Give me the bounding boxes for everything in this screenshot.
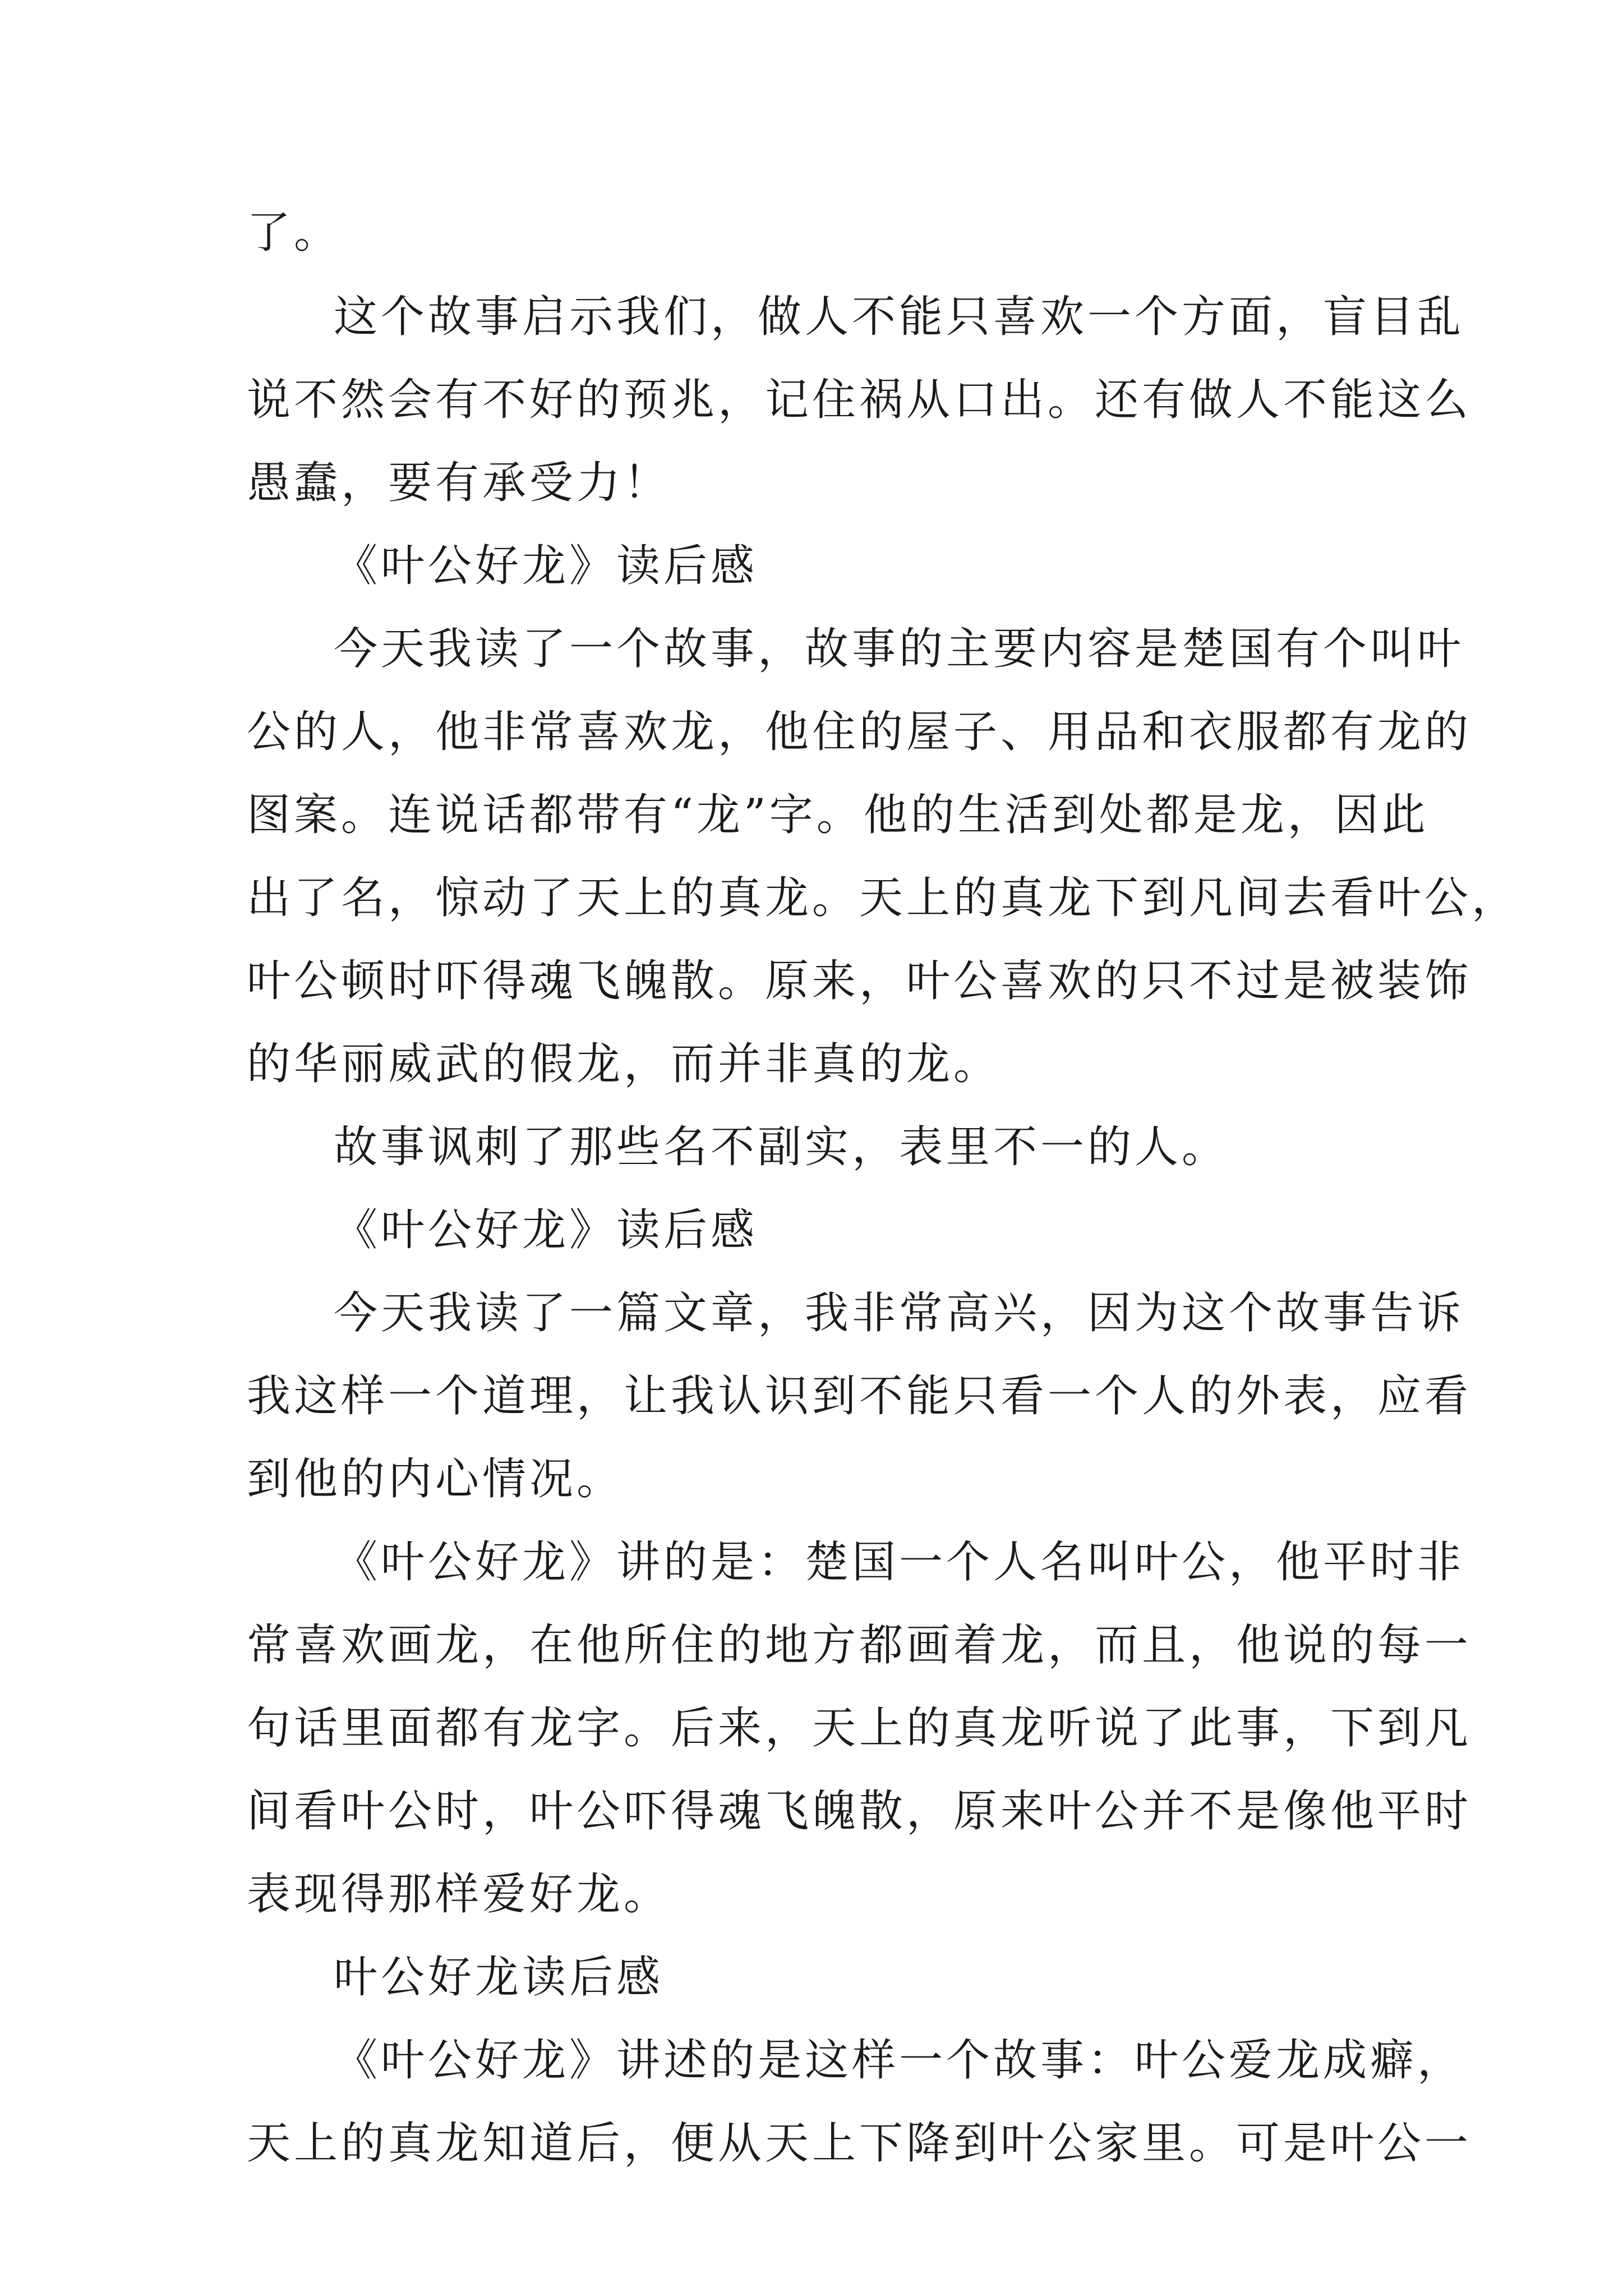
text-line: 叶公顿时吓得魂飞魄散。原来，叶公喜欢的只不过是被装饰 xyxy=(247,956,1472,1006)
text-line: 的华丽威武的假龙，而并非真的龙。 xyxy=(247,1039,1001,1089)
text-line: 到他的内心情况。 xyxy=(247,1454,624,1504)
text-line: 公的人，他非常喜欢龙，他住的屋子、用品和衣服都有龙的 xyxy=(247,707,1472,757)
text-line: 图案。连说话都带有“龙”字。他的生活到处都是龙，因此 xyxy=(247,790,1429,840)
text-line: 天上的真龙知道后，便从天上下降到叶公家里。可是叶公一 xyxy=(247,2118,1472,2169)
paragraph-first-line: 《叶公好龙》讲述的是这样一个故事：叶公爱龙成癖， xyxy=(334,2035,1465,2086)
paragraph-first-line: 今天我读了一篇文章，我非常高兴，因为这个故事告诉 xyxy=(334,1288,1465,1338)
paragraph-first-line: 故事讽刺了那些名不副实，表里不一的人。 xyxy=(334,1122,1229,1172)
text-line: 句话里面都有龙字。后来，天上的真龙听说了此事，下到凡 xyxy=(247,1703,1472,1754)
text-line: 我这样一个道理，让我认识到不能只看一个人的外表，应看 xyxy=(247,1371,1472,1421)
paragraph-first-line: 这个故事启示我们，做人不能只喜欢一个方面，盲目乱 xyxy=(334,292,1465,342)
text-line: 愚蠢，要有承受力！ xyxy=(247,458,671,508)
section-heading: 《叶公好龙》读后感 xyxy=(334,1205,758,1255)
text-line: 常喜欢画龙，在他所住的地方都画着龙，而且，他说的每一 xyxy=(247,1620,1472,1671)
paragraph-first-line: 今天我读了一个故事，故事的主要内容是楚国有个叫叶 xyxy=(334,624,1465,674)
paragraph-first-line: 《叶公好龙》讲的是：楚国一个人名叫叶公，他平时非 xyxy=(334,1537,1465,1588)
section-heading: 叶公好龙读后感 xyxy=(334,1952,664,2003)
text-line: 表现得那样爱好龙。 xyxy=(247,1869,671,1920)
text-line: 出了名，惊动了天上的真龙。天上的真龙下到凡间去看叶公， xyxy=(247,873,1519,923)
text-line: 间看叶公时，叶公吓得魂飞魄散，原来叶公并不是像他平时 xyxy=(247,1786,1472,1837)
section-heading: 《叶公好龙》读后感 xyxy=(334,541,758,591)
text-line: 说不然会有不好的预兆，记住祸从口出。还有做人不能这么 xyxy=(247,375,1472,425)
text-line: 了。 xyxy=(247,208,342,258)
